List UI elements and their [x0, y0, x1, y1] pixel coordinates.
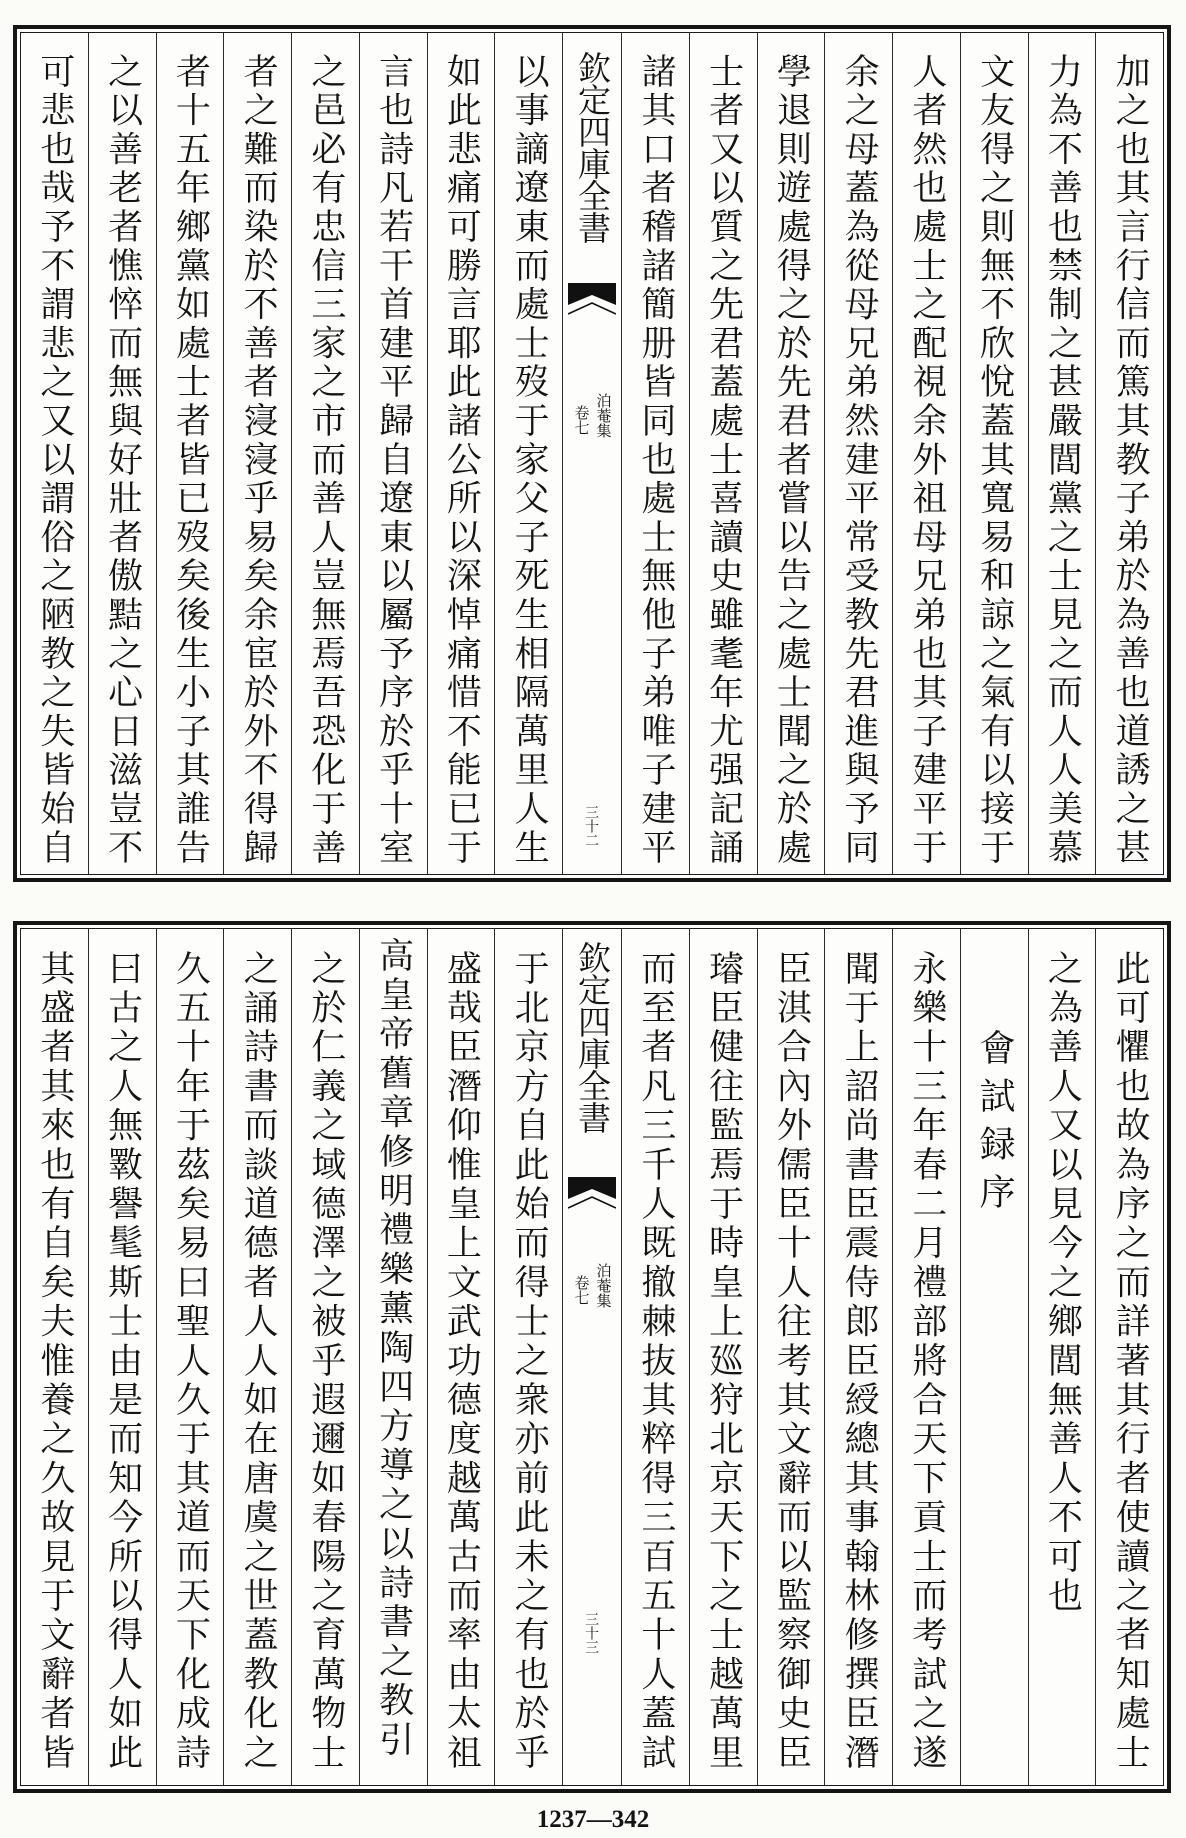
text-column	[223, 929, 291, 1785]
column-text: 此可懼也故為序之而詳著其行者使讀之者知處士	[1110, 950, 1151, 1774]
column-text: 之誦詩書而談道德者人人如在唐虞之世蓋教化之	[238, 950, 279, 1774]
column-text: 學退則遊處得之於先君者嘗以告之處士聞之於處	[771, 53, 812, 868]
collection-title: 欽定四庫全書	[573, 941, 612, 1133]
column-text: 力為不善也禁制之甚嚴閭黨之士見之而人人美慕	[1042, 53, 1083, 868]
text-column	[88, 33, 156, 874]
column-text: 于北京方自此始而得士之衆亦前此未之有也於乎	[509, 950, 550, 1774]
column-grid	[21, 929, 1163, 1785]
column-grid	[21, 33, 1163, 874]
fish-tail-mark	[568, 283, 616, 329]
column-text: 臣淇合內外儒臣十人往考其文辭而以監察御史臣	[771, 950, 812, 1774]
text-column	[88, 929, 156, 1785]
volume-label: 卷七	[572, 1275, 591, 1305]
center-column-banxin	[562, 929, 621, 1785]
leaf-frame	[20, 928, 1164, 1786]
leaf-number: 三十三	[583, 1612, 599, 1654]
text-column	[960, 33, 1028, 874]
column-text: 之邑必有忠信三家之市而善人豈無焉吾恐化于善	[305, 53, 346, 868]
column-text: 可悲也哉予不謂悲之又以謂俗之陋教之失皆始自	[34, 53, 75, 868]
text-column	[757, 33, 825, 874]
text-column	[892, 929, 960, 1785]
text-column	[223, 33, 291, 874]
text-column	[291, 33, 359, 874]
text-column	[21, 33, 88, 874]
text-column	[156, 929, 224, 1785]
column-text: 璿臣健往監焉于時皇上廵狩北京天下之士越萬里	[703, 950, 744, 1774]
column-text: 諸其口者稽諸簡册皆同也處士無他子弟唯子建平	[635, 53, 676, 868]
center-column-banxin	[562, 33, 621, 874]
column-text: 永樂十三年春二月禮部將合天下貢士而考試之遂	[906, 950, 947, 1774]
column-text: 余之母蓋為從母兄弟然建平常受教先君進與予同	[839, 53, 880, 868]
column-text: 者十五年鄉黨如處士者皆已歿矣後生小子其誰告	[170, 53, 211, 868]
column-text: 文友得之則無不欣悅蓋其寬易和諒之氣有以接于	[974, 53, 1015, 868]
column-text: 久五十年于茲矣易曰聖人久于其道而天下化成詩	[170, 950, 211, 1774]
text-column	[1095, 929, 1163, 1785]
column-text: 如此悲痛可勝言耶此諸公所以深悼痛惜不能已于	[441, 53, 482, 868]
column-text: 之於仁義之域德澤之被乎遐邇如春陽之育萬物士	[305, 950, 346, 1774]
text-column	[494, 33, 562, 874]
book-and-volume	[563, 393, 621, 438]
text-column	[21, 929, 88, 1785]
text-column	[1095, 33, 1163, 874]
book-and-volume	[563, 1263, 621, 1308]
text-column	[494, 929, 562, 1785]
column-text: 加之也其言行信而篤其教子弟於為善也道誘之甚	[1110, 53, 1151, 868]
column-text: 而至者凡三千人既撤棘抜其粹得三百五十人蓋試	[635, 950, 676, 1774]
top-leaf	[13, 25, 1171, 882]
column-text: 之為善人又以見今之鄉閭無善人不可也	[1042, 950, 1083, 1617]
raised-text-column	[359, 929, 427, 1785]
text-column	[824, 33, 892, 874]
fish-tail-mark	[568, 1177, 616, 1223]
leaf-frame	[20, 32, 1164, 875]
column-text: 聞于上詔尚書臣震侍郎臣綬總其事翰林修撰臣潛	[839, 950, 880, 1774]
column-text: 之以善老者憔悴而無與好壯者傲黠之心日滋豈不	[102, 53, 143, 868]
text-column	[757, 929, 825, 1785]
text-column	[689, 929, 757, 1785]
text-column	[621, 929, 689, 1785]
leaf-number: 三十二	[583, 805, 599, 847]
bottom-leaf	[13, 921, 1171, 1793]
column-text: 言也詩凡若干首建平歸自遼東以屬予序於乎十室	[373, 53, 414, 868]
text-column	[427, 33, 495, 874]
text-column	[824, 929, 892, 1785]
column-text: 士者又以質之先君蓋處士喜讀史雖耄年尤强記誦	[703, 53, 744, 868]
book-name: 泊菴集	[594, 1263, 613, 1308]
column-text: 曰古之人無斁譽髦斯士由是而知今所以得人如此	[102, 950, 143, 1774]
section-heading-column	[960, 929, 1028, 1785]
book-name: 泊菴集	[594, 393, 613, 438]
column-text: 其盛者其來也有自矣夫惟養之久故見于文辭者皆	[34, 950, 75, 1774]
column-text: 高皇帝舊章修明禮樂薰陶四方導之以詩書之教引	[373, 937, 414, 1761]
column-text: 以事謫遼東而處士歿于家父子死生相隔萬里人生	[509, 53, 550, 868]
column-text: 者之難而染於不善者寖寖乎易矣余宦於外不得歸	[238, 53, 279, 868]
reprint-page-reference: 1237—342	[536, 1806, 650, 1833]
text-column	[1028, 33, 1096, 874]
text-column	[291, 929, 359, 1785]
text-column	[1028, 929, 1096, 1785]
text-column	[359, 33, 427, 874]
text-column	[427, 929, 495, 1785]
column-text: 盛哉臣潛仰惟皇上文武功德度越萬古而率由太祖	[441, 950, 482, 1774]
collection-title: 欽定四庫全書	[573, 51, 612, 243]
text-column	[621, 33, 689, 874]
text-column	[689, 33, 757, 874]
volume-label: 卷七	[572, 405, 591, 435]
text-column	[892, 33, 960, 874]
column-text: 人者然也處士之配視余外祖母兄弟也其子建平于	[906, 53, 947, 868]
text-column	[156, 33, 224, 874]
section-heading: 會試録序	[974, 1029, 1016, 1221]
